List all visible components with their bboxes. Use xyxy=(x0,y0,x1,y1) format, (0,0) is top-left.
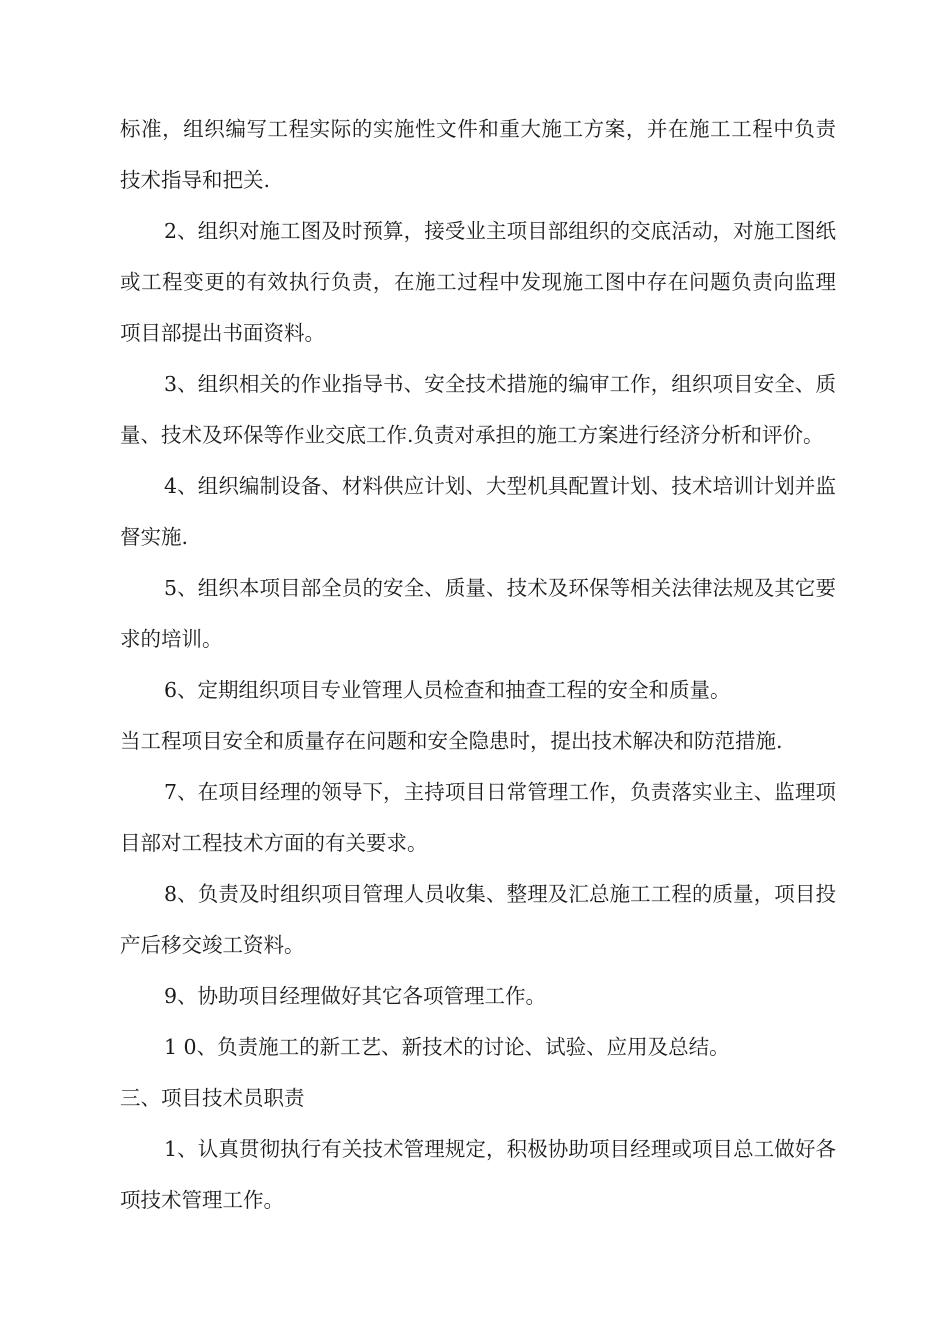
paragraph-item-8: 8、负责及时组织项目管理人员收集、整理及汇总施工工程的质量，项目投产后移交竣工资料。 xyxy=(120,882,836,957)
paragraph-item-7: 7、在项目经理的领导下，主持项目日常管理工作，负责落实业主、监理项目部对工程技术方面的有关要求。 xyxy=(120,780,836,855)
paragraph-item-5: 5、组织本项目部全员的安全、质量、技术及环保等相关法律法规及其它要求的培训。 xyxy=(120,576,836,651)
paragraph-section-item-1: 1、认真贯彻执行有关技术管理规定，积极协助项目经理或项目总工做好各项技术管理工作。 xyxy=(120,1137,836,1212)
paragraph-item-6-continuation: 当工程项目安全和质量存在问题和安全隐患时，提出技术解决和防范措施. xyxy=(120,729,783,753)
paragraph-item-2: 2、组织对施工图及时预算，接受业主项目部组织的交底活动，对施工图纸或工程变更的有效执行负责，在施工过程中发现施工图中存在问题负责向监理项目部提出书面资料。 xyxy=(120,219,836,345)
section-heading: 三、项目技术员职责 xyxy=(120,1086,305,1110)
paragraph-continuation: 标准，组织编写工程实际的实施性文件和重大施工方案，并在施工工程中负责技术指导和把关. xyxy=(120,117,836,192)
paragraph-item-9: 9、协助项目经理做好其它各项管理工作。 xyxy=(164,984,547,1008)
paragraph-item-4: 4、组织编制设备、材料供应计划、大型机具配置计划、技术培训计划并监督实施. xyxy=(120,474,836,549)
paragraph-item-6: 6、定期组织项目专业管理人员检查和抽查工程的安全和质量。 xyxy=(164,678,731,702)
paragraph-item-10: 1 0、负责施工的新工艺、新技术的讨论、试验、应用及总结。 xyxy=(164,1035,730,1059)
paragraph-item-3: 3、组织相关的作业指导书、安全技术措施的编审工作，组织项目安全、质量、技术及环保等作业交底工作.负责对承担的施工方案进行经济分析和评价。 xyxy=(120,372,836,447)
document-body xyxy=(120,104,836,1226)
